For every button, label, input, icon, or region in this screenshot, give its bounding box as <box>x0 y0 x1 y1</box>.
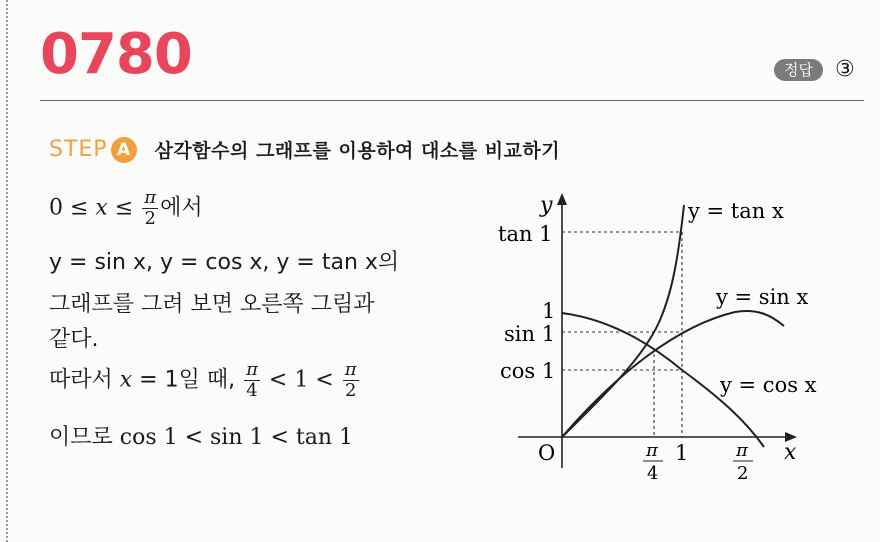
answer-value: ③ <box>834 57 855 82</box>
solution-line-5: 따라서 x = 1일 때, $\frac{\pi}{4}$ < 1 < $\frac{\pi}{2}$ <box>49 359 357 401</box>
tan-curve <box>562 205 684 437</box>
solution-line-3: 그래프를 그려 보면 오른쪽 그림과 <box>49 292 375 317</box>
x-tick-pi4-den: 4 <box>647 463 659 484</box>
y-axis-label: y <box>540 193 553 218</box>
step-letter-badge: A <box>111 137 137 163</box>
x-tick-pi2-den: 2 <box>737 463 749 484</box>
origin-label: O <box>538 441 556 465</box>
answer-badge: 정답 <box>774 59 823 81</box>
tan-curve-label: y = tan x <box>688 199 784 223</box>
x-axis-label: x <box>784 440 797 465</box>
solution-line-6: 이므로 cos 1 < sin 1 < tan 1 <box>49 425 354 450</box>
y-tick-1: 1 <box>542 299 556 323</box>
y-axis-arrow <box>557 193 567 205</box>
sin-curve-label: y = sin x <box>716 285 809 309</box>
solution-line-2: y = sin x, y = cos x, y = tan x의 <box>49 250 400 275</box>
fraction-pi-over-2: $\frac{\pi}{2}$ <box>344 359 357 401</box>
fraction-pi-over-2: $\frac{\pi}{2}$ <box>144 187 157 229</box>
y-tick-sin1: sin 1 <box>504 322 556 346</box>
x-tick-pi2-num: π <box>736 440 748 461</box>
y-tick-cos1: cos 1 <box>500 359 556 383</box>
fraction-pi-over-4: $\frac{\pi}{4}$ <box>246 359 258 401</box>
step-title: 삼각함수의 그래프를 이용하여 대소를 비교하기 <box>154 140 561 162</box>
y-tick-tan1: tan 1 <box>498 222 553 246</box>
x-tick-1: 1 <box>675 441 689 465</box>
solution-line-4: 같다. <box>49 327 99 352</box>
solution-line-1: 0 ≤ x ≤ $\frac{\pi}{2}$ 에서 <box>49 187 203 229</box>
cos-curve-label: y = cos x <box>720 373 817 397</box>
step-prefix: STEP <box>49 137 108 162</box>
problem-number: 0780 <box>40 22 192 87</box>
x-tick-pi4-num: π <box>646 440 658 461</box>
